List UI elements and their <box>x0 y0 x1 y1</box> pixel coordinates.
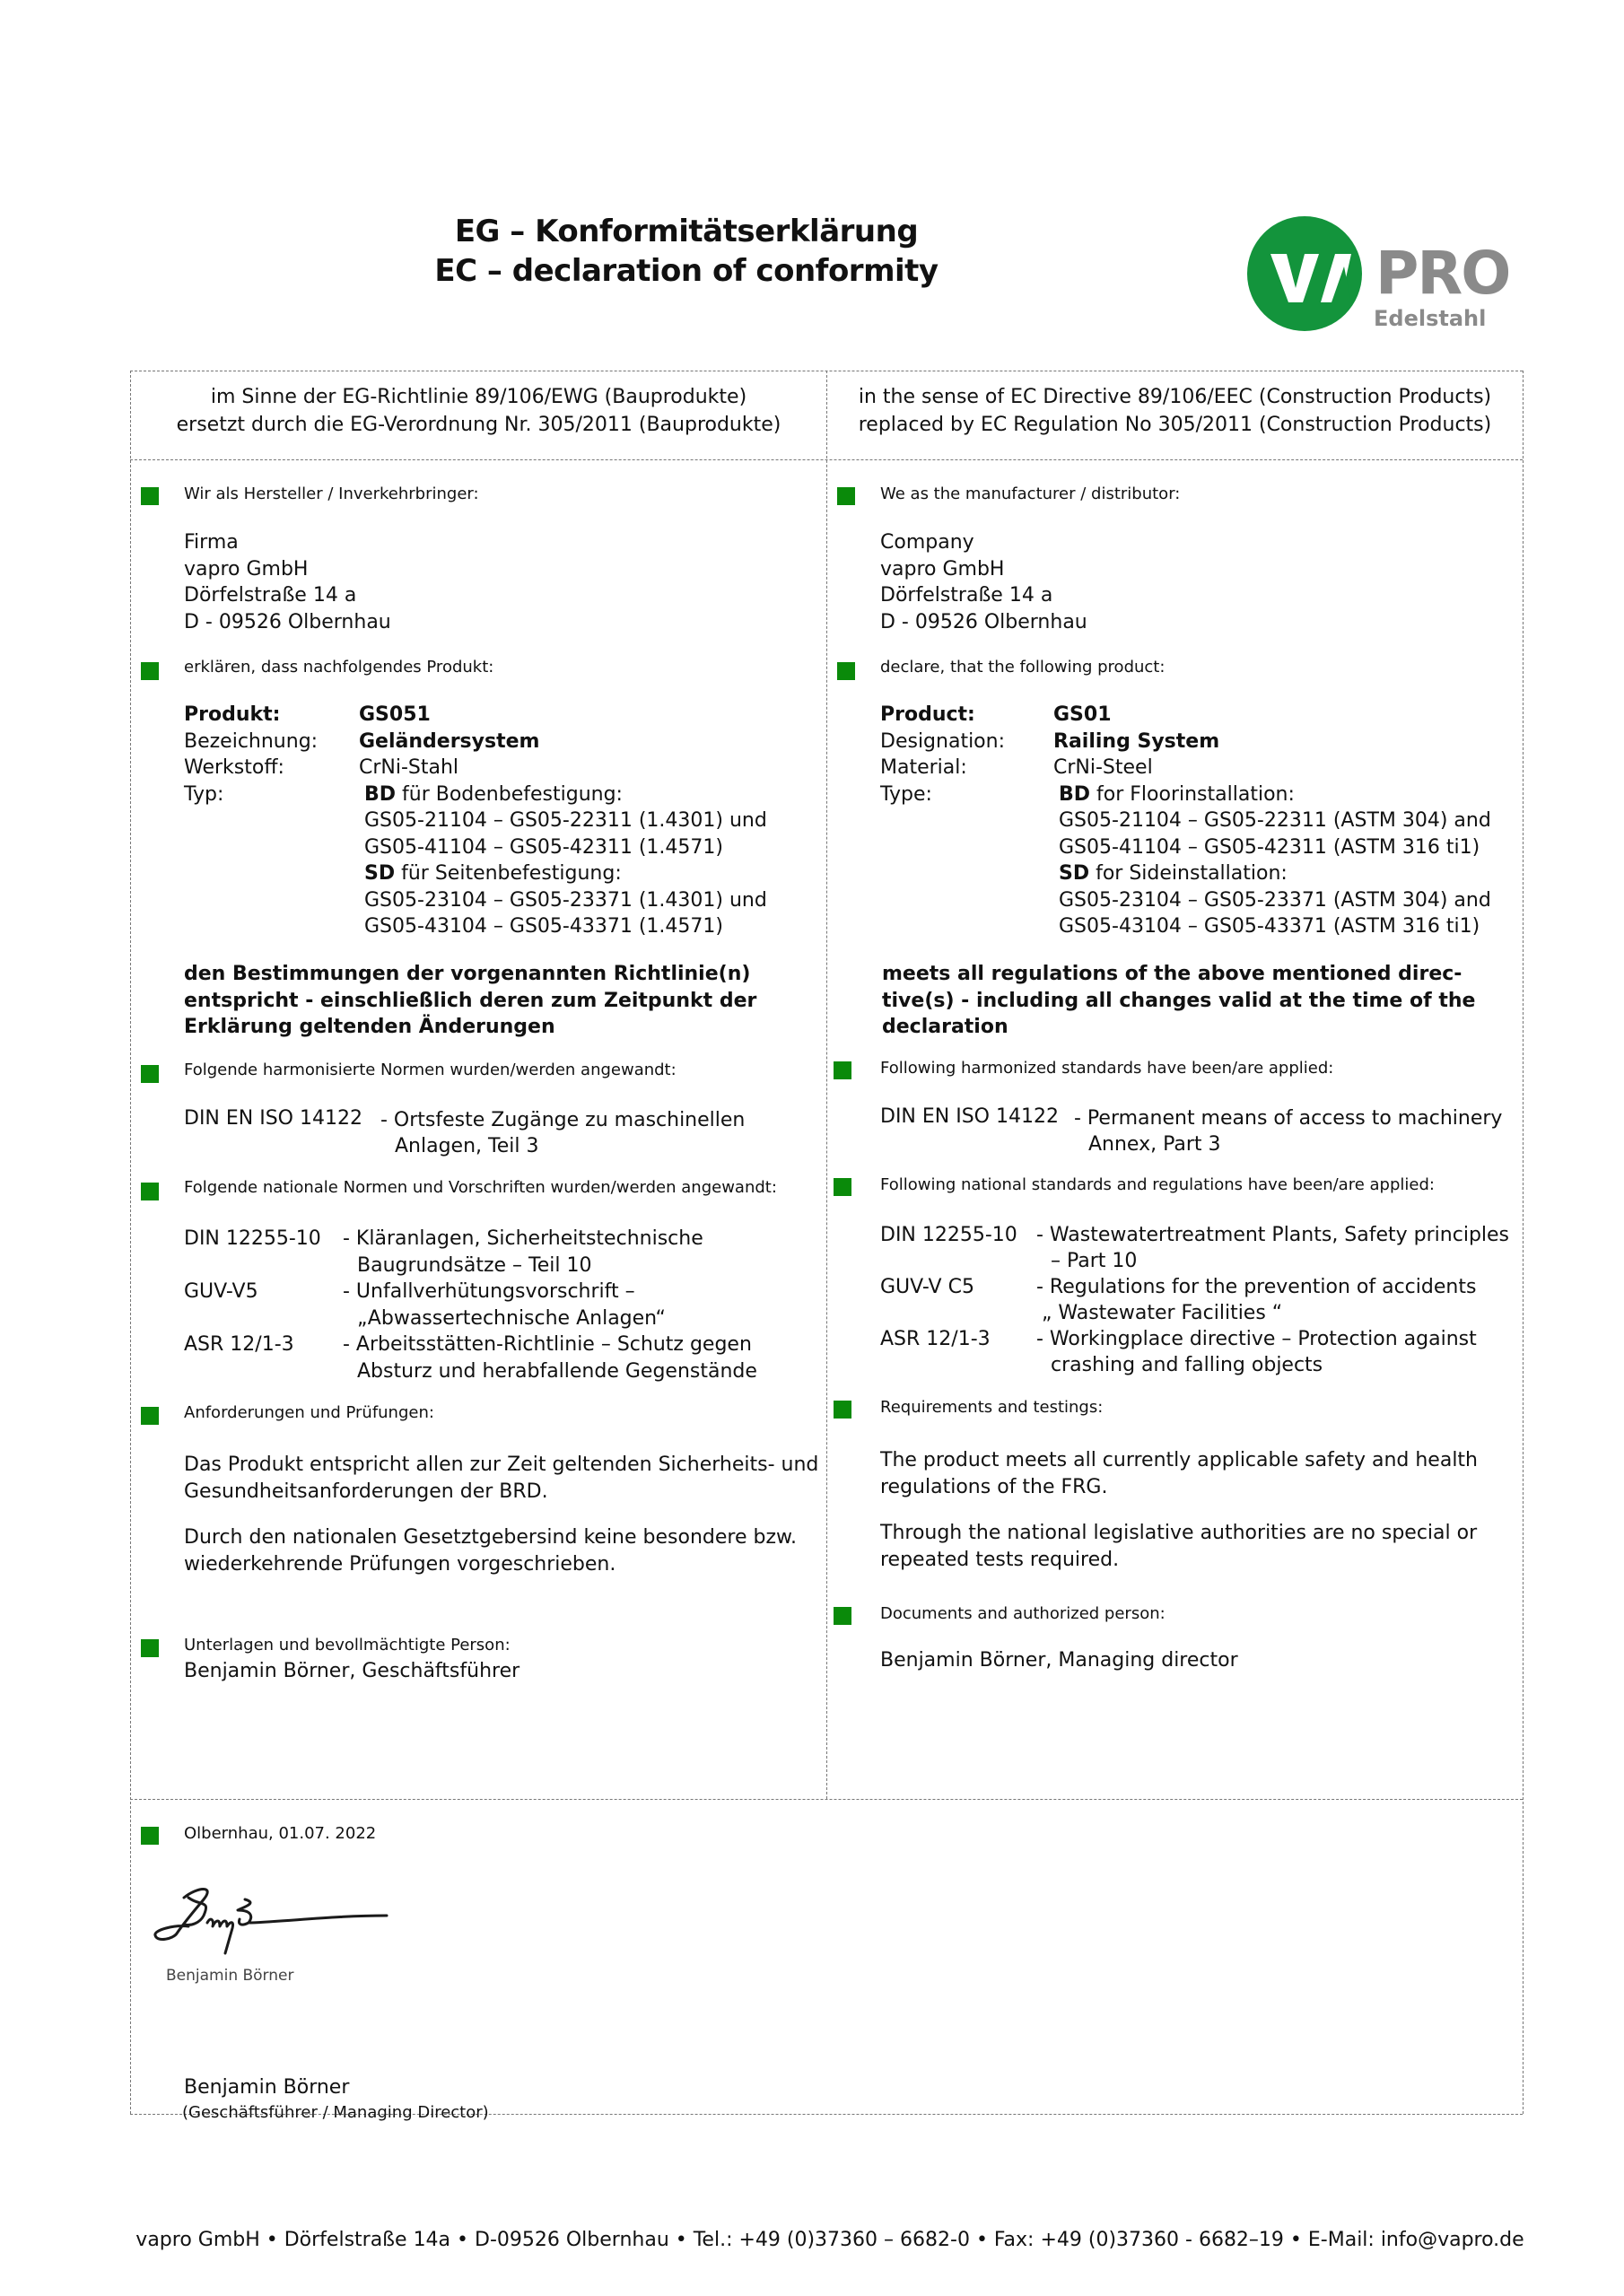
paragraph-line: Das Produkt entspricht allen zur Zeit geltenden Sicherheits- und <box>184 1454 819 1476</box>
national-codes-en <box>880 1222 1017 1352</box>
intro-de-line: im Sinne der EG-Richtlinie 89/106/EWG (Bauprodukte) <box>210 386 747 408</box>
material-label: Material: <box>880 756 967 779</box>
sd-code: SD <box>1059 862 1090 885</box>
national-code: ASR 12/1-3 <box>184 1333 294 1356</box>
bd-text: for Floorinstallation: <box>1090 782 1295 806</box>
desc-line: crashing and falling objects <box>1051 1354 1323 1376</box>
sd-line: GS05-23104 – GS05-23371 (1.4301) und <box>364 888 767 912</box>
desc-line: - Regulations for the prevention of accidents <box>1036 1276 1477 1298</box>
handwritten-signature-icon <box>148 1880 426 1996</box>
documents-person-en: Benjamin Börner, Managing director <box>880 1649 1238 1672</box>
green-square-bullet-icon <box>837 662 855 680</box>
green-square-bullet-icon <box>141 1639 159 1657</box>
paragraph-line: Through the national legislative authorities are no special or <box>880 1522 1478 1544</box>
signatory-name: Benjamin Börner <box>184 2076 350 2099</box>
bd-heading <box>1059 781 1491 808</box>
harmonized-code-de: DIN EN ISO 14122 <box>184 1107 362 1130</box>
product-values-de <box>359 702 539 781</box>
green-square-bullet-icon <box>834 1178 851 1196</box>
sd-line: GS05-43104 – GS05-43371 (1.4571) <box>364 915 723 938</box>
designation-value: Geländersystem <box>359 729 540 753</box>
harmonized-desc-en <box>1074 1105 1502 1157</box>
desc-line: „Abwassertechnische Anlagen“ <box>357 1306 666 1330</box>
type-label: Type: <box>880 782 932 806</box>
green-square-bullet-icon <box>141 1827 159 1845</box>
statement-line: tive(s) - including all changes valid at the time of the <box>882 989 1476 1012</box>
national-codes-de <box>184 1226 321 1358</box>
statement-line: entspricht - einschließlich deren zum Zeitpunkt der <box>184 989 757 1012</box>
table-border-left <box>130 371 131 2114</box>
intro-en-line: in the sense of EC Directive 89/106/EEC (Construction Products) <box>858 386 1492 408</box>
product-value: GS051 <box>359 703 431 726</box>
product-values-en <box>1053 702 1219 781</box>
desc-line: Anlagen, Teil 3 <box>395 1135 539 1157</box>
desc-line: - Permanent means of access to machinery <box>1074 1107 1503 1130</box>
intro-en <box>827 383 1523 439</box>
national-descs-en <box>1036 1222 1509 1378</box>
manufacturer-label-de: Wir als Hersteller / Inverkehrbringer: <box>184 485 479 503</box>
sd-text: für Seitenbefestigung: <box>395 862 622 885</box>
green-square-bullet-icon <box>141 1407 159 1425</box>
statement-line: Erklärung geltenden Änderungen <box>184 1016 555 1038</box>
paragraph-line: Gesundheitsanforderungen der BRD. <box>184 1480 548 1503</box>
desc-line: „ Wastewater Facilities “ <box>1042 1302 1283 1324</box>
bd-heading <box>364 781 767 808</box>
sd-heading <box>1059 860 1491 887</box>
national-code: ASR 12/1-3 <box>880 1328 991 1350</box>
designation-label: Designation: <box>880 729 1005 753</box>
address-line: D - 09526 Olbernhau <box>880 610 1087 633</box>
statement-line: meets all regulations of the above mentioned direc- <box>882 963 1462 985</box>
address-de <box>184 529 391 635</box>
sd-text: for Sideinstallation: <box>1089 862 1288 885</box>
signatory-role: (Geschäftsführer / Managing Director) <box>182 2103 489 2122</box>
harmonized-desc-de <box>380 1107 745 1159</box>
intro-en-line: replaced by EC Regulation No 305/2011 (Construction Products) <box>858 414 1492 436</box>
green-square-bullet-icon <box>141 662 159 680</box>
material-value: CrNi-Stahl <box>359 756 459 779</box>
national-code: DIN 12255-10 <box>880 1224 1017 1246</box>
paragraph-line: regulations of the FRG. <box>880 1475 1108 1498</box>
declare-label-de: erklären, dass nachfolgendes Produkt: <box>184 658 494 677</box>
material-label: Werkstoff: <box>184 756 284 779</box>
desc-line: - Workingplace directive – Protection against <box>1036 1328 1477 1350</box>
harmonized-label-en: Following harmonized standards have been/are applied: <box>880 1059 1334 1078</box>
documents-label-de: Unterlagen und bevollmächtigte Person: <box>184 1636 511 1654</box>
intro-de <box>131 383 826 439</box>
address-en <box>880 529 1087 635</box>
bd-code: BD <box>1059 782 1091 806</box>
requirements-label-en: Requirements and testings: <box>880 1398 1104 1417</box>
requirements-p2-en <box>880 1520 1477 1573</box>
bd-code: BD <box>364 782 397 806</box>
svg-text:PRO: PRO <box>1375 239 1510 308</box>
national-label-en: Following national standards and regulations have been/are applied: <box>880 1175 1435 1194</box>
statement-de <box>184 961 756 1041</box>
product-value: GS01 <box>1053 703 1112 726</box>
desc-line: Annex, Part 3 <box>1088 1133 1221 1156</box>
svg-text:Edelstahl: Edelstahl <box>1374 306 1487 331</box>
vapro-logo <box>1245 213 1524 338</box>
documents-person-de: Benjamin Börner, Geschäftsführer <box>184 1660 520 1682</box>
address-line: Company <box>880 531 974 554</box>
green-square-bullet-icon <box>141 1183 159 1200</box>
address-line: Firma <box>184 531 239 554</box>
desc-line: - Arbeitsstätten-Richtlinie – Schutz gegen <box>343 1333 752 1356</box>
desc-line: - Unfallverhütungsvorschrift – <box>343 1280 635 1303</box>
product-labels-de <box>184 702 318 808</box>
harmonized-label-de: Folgende harmonisierte Normen wurden/werden angewandt: <box>184 1061 677 1079</box>
green-square-bullet-icon <box>141 487 159 505</box>
company-footer: vapro GmbH • Dörfelstraße 14a • D-09526 Olbernhau • Tel.: +49 (0)37360 – 6682-0 • Fax: +49 (0)37360 - 6682–19 • E-Mail: info@vapro.de <box>135 2229 1524 2251</box>
bd-line: GS05-41104 – GS05-42311 (1.4571) <box>364 835 723 859</box>
product-labels-en <box>880 702 1005 808</box>
statement-line: declaration <box>882 1016 1008 1038</box>
address-line: D - 09526 Olbernhau <box>184 610 391 633</box>
place-date: Olbernhau, 01.07. 2022 <box>184 1824 377 1843</box>
national-code: DIN 12255-10 <box>184 1227 321 1250</box>
address-line: vapro GmbH <box>184 557 309 581</box>
signature-caption: Benjamin Börner <box>166 1967 294 1985</box>
requirements-p1-de <box>184 1452 818 1505</box>
national-descs-de <box>343 1226 757 1384</box>
paragraph-line: repeated tests required. <box>880 1548 1120 1571</box>
desc-line: - Wastewatertreatment Plants, Safety principles <box>1036 1224 1510 1246</box>
designation-label: Bezeichnung: <box>184 729 319 753</box>
address-line: vapro GmbH <box>880 557 1005 581</box>
sd-line: GS05-43104 – GS05-43371 (ASTM 316 ti1) <box>1059 915 1480 938</box>
green-square-bullet-icon <box>834 1607 851 1625</box>
designation-value: Railing System <box>1053 729 1220 753</box>
desc-line: - Ortsfeste Zugänge zu maschinellen <box>380 1109 746 1131</box>
table-column-divider <box>826 371 827 1799</box>
address-line: Dörfelstraße 14 a <box>184 584 357 607</box>
green-square-bullet-icon <box>834 1401 851 1419</box>
title-german: EG – Konformitätserklärung <box>454 214 919 249</box>
paragraph-line: The product meets all currently applicable safety and health <box>880 1449 1478 1471</box>
bd-line: GS05-41104 – GS05-42311 (ASTM 316 ti1) <box>1059 835 1480 859</box>
vapro-logo-icon <box>1245 213 1524 338</box>
sd-code: SD <box>364 862 396 885</box>
declare-label-en: declare, that the following product: <box>880 658 1166 677</box>
desc-line: Baugrundsätze – Teil 10 <box>357 1253 592 1277</box>
harmonized-code-en: DIN EN ISO 14122 <box>880 1105 1059 1128</box>
manufacturer-label-en: We as the manufacturer / distributor: <box>880 485 1181 503</box>
green-square-bullet-icon <box>837 487 855 505</box>
statement-line: den Bestimmungen der vorgenannten Richtlinie(n) <box>184 963 751 985</box>
desc-line: - Kläranlagen, Sicherheitstechnische <box>343 1227 703 1250</box>
bd-text: für Bodenbefestigung: <box>396 782 623 806</box>
sd-line: GS05-23104 – GS05-23371 (ASTM 304) and <box>1059 888 1491 912</box>
requirements-p2-de <box>184 1524 797 1577</box>
desc-line: Absturz und herabfallende Gegenstände <box>357 1359 757 1383</box>
intro-de-line: ersetzt durch die EG-Verordnung Nr. 305/2011 (Bauprodukte) <box>176 414 781 436</box>
type-details-en <box>1059 781 1491 940</box>
paragraph-line: Durch den nationalen Gesetztgebersind keine besondere bzw. <box>184 1526 797 1549</box>
documents-label-en: Documents and authorized person: <box>880 1604 1166 1623</box>
green-square-bullet-icon <box>834 1061 851 1079</box>
material-value: CrNi-Steel <box>1053 756 1153 779</box>
bd-line: GS05-21104 – GS05-22311 (ASTM 304) and <box>1059 809 1491 832</box>
sd-heading <box>364 860 767 887</box>
statement-en <box>882 961 1475 1041</box>
requirements-label-de: Anforderungen und Prüfungen: <box>184 1403 434 1422</box>
title-english: EC – declaration of conformity <box>434 253 939 289</box>
product-label: Produkt: <box>184 703 281 726</box>
requirements-p1-en <box>880 1447 1478 1500</box>
type-details-de <box>364 781 767 940</box>
paragraph-line: wiederkehrende Prüfungen vorgeschrieben. <box>184 1552 616 1576</box>
table-body-divider <box>130 1799 1523 1800</box>
national-code: GUV-V C5 <box>880 1276 974 1298</box>
product-label: Product: <box>880 703 975 726</box>
green-square-bullet-icon <box>141 1065 159 1083</box>
national-code: GUV-V5 <box>184 1280 258 1303</box>
national-label-de: Folgende nationale Normen und Vorschriften wurden/werden angewandt: <box>184 1178 777 1197</box>
address-line: Dörfelstraße 14 a <box>880 584 1053 607</box>
table-border-right <box>1523 371 1524 2114</box>
desc-line: – Part 10 <box>1051 1250 1138 1272</box>
bd-line: GS05-21104 – GS05-22311 (1.4301) und <box>364 809 767 832</box>
type-label: Typ: <box>184 782 224 806</box>
